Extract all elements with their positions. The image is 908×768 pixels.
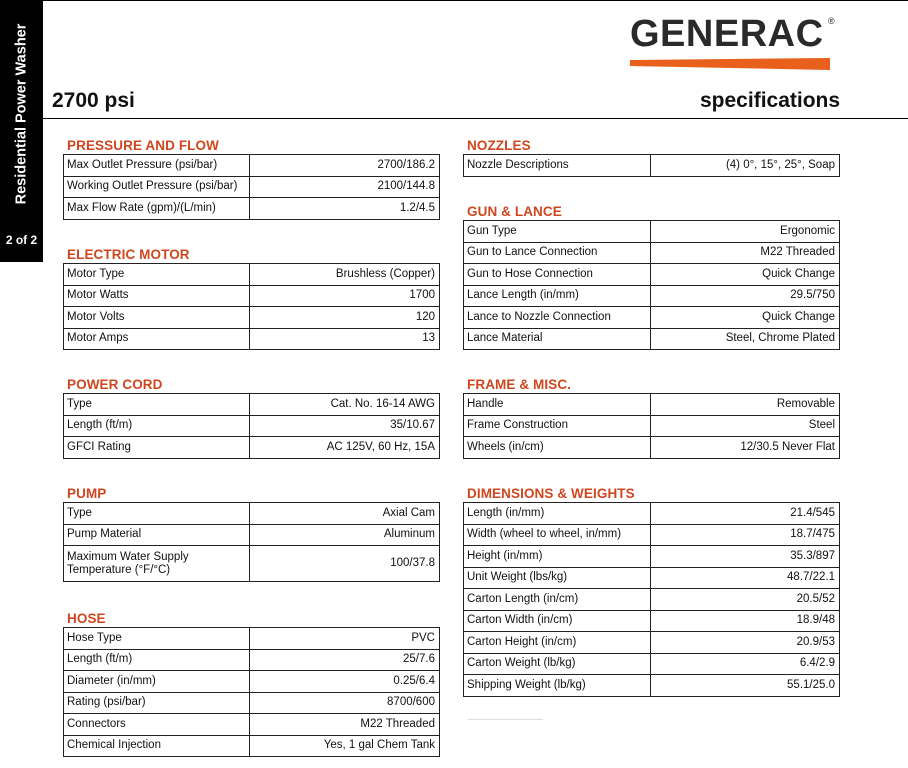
spec-value: Aluminum xyxy=(250,524,440,546)
spec-table xyxy=(463,393,840,459)
spec-label: Motor Type xyxy=(64,264,250,286)
table-row xyxy=(464,546,840,568)
spec-value: 20.5/52 xyxy=(651,589,840,611)
spec-label: Wheels (in/cm) xyxy=(464,437,651,459)
spec-table xyxy=(63,263,440,350)
section-gun-and-lance xyxy=(463,203,840,350)
table-row xyxy=(64,415,440,437)
table-row xyxy=(64,714,440,736)
table-row xyxy=(64,176,440,198)
spec-value: 25/7.6 xyxy=(250,649,440,671)
generac-logo xyxy=(630,14,835,70)
sidebar-title-wrap xyxy=(0,0,43,228)
spec-label: Gun to Hose Connection xyxy=(464,264,651,286)
table-row xyxy=(464,567,840,589)
spec-label: Connectors xyxy=(64,714,250,736)
header-divider xyxy=(43,118,908,119)
section-heading: NOZZLES xyxy=(467,138,531,153)
spec-value: 1700 xyxy=(250,285,440,307)
spec-value: 18.9/48 xyxy=(651,610,840,632)
spec-label: Handle xyxy=(464,394,651,416)
spec-value: (4) 0°, 15°, 25°, Soap xyxy=(651,155,840,177)
spec-value: 29.5/750 xyxy=(651,285,840,307)
spec-label: Frame Construction xyxy=(464,415,651,437)
spec-label: Motor Volts xyxy=(64,307,250,329)
logo-registered-mark: ® xyxy=(828,16,835,26)
spec-table xyxy=(63,393,440,459)
spec-label: Lance Material xyxy=(464,328,651,350)
top-rule xyxy=(43,0,908,1)
spec-label: Motor Amps xyxy=(64,328,250,350)
spec-label: Max Outlet Pressure (psi/bar) xyxy=(64,155,250,177)
spec-label: Rating (psi/bar) xyxy=(64,692,250,714)
spec-value: Brushless (Copper) xyxy=(250,264,440,286)
spec-value: Steel, Chrome Plated xyxy=(651,328,840,350)
spec-label: Lance Length (in/mm) xyxy=(464,285,651,307)
spec-value: 0.25/6.4 xyxy=(250,671,440,693)
spec-value: 35.3/897 xyxy=(651,546,840,568)
spec-value: 8700/600 xyxy=(250,692,440,714)
table-row xyxy=(464,264,840,286)
sidebar-title: Residential Power Washer xyxy=(13,23,30,205)
page-title: specifications xyxy=(700,89,841,112)
table-row xyxy=(64,692,440,714)
spec-table xyxy=(63,502,440,582)
section-heading: POWER CORD xyxy=(67,377,163,392)
table-row xyxy=(464,221,840,243)
spec-value: Yes, 1 gal Chem Tank xyxy=(250,735,440,757)
spec-label: Carton Width (in/cm) xyxy=(464,610,651,632)
table-row xyxy=(64,394,440,416)
table-row xyxy=(64,285,440,307)
spec-table xyxy=(63,154,440,220)
spec-value: 2100/144.8 xyxy=(250,176,440,198)
sidebar xyxy=(0,0,43,262)
spec-label: Chemical Injection xyxy=(64,735,250,757)
spec-table xyxy=(463,220,840,350)
table-row xyxy=(464,653,840,675)
spec-value: 35/10.67 xyxy=(250,415,440,437)
logo-swoosh-icon xyxy=(630,58,830,70)
spec-value: Axial Cam xyxy=(250,503,440,525)
spec-label: Width (wheel to wheel, in/mm) xyxy=(464,524,651,546)
spec-value: 6.4/2.9 xyxy=(651,653,840,675)
table-row xyxy=(464,328,840,350)
spec-label: GFCI Rating xyxy=(64,437,250,459)
spec-value: 120 xyxy=(250,307,440,329)
table-row xyxy=(464,503,840,525)
table-row xyxy=(64,649,440,671)
spec-value: 1.2/4.5 xyxy=(250,198,440,220)
spec-value: PVC xyxy=(250,628,440,650)
logo-wordmark: GENERAC xyxy=(630,13,824,55)
spec-value: 100/37.8 xyxy=(250,546,440,582)
table-row xyxy=(464,524,840,546)
spec-value: 2700/186.2 xyxy=(250,155,440,177)
decorative-rule xyxy=(468,719,543,720)
section-electric-motor xyxy=(63,246,440,350)
section-pump xyxy=(63,485,440,582)
table-row xyxy=(64,264,440,286)
table-row xyxy=(64,307,440,329)
spec-table xyxy=(463,502,840,697)
spec-label: Lance to Nozzle Connection xyxy=(464,307,651,329)
table-row xyxy=(464,155,840,177)
spec-label: Gun Type xyxy=(464,221,651,243)
table-row xyxy=(64,155,440,177)
spec-label: Carton Height (in/cm) xyxy=(464,632,651,654)
spec-label: Gun to Lance Connection xyxy=(464,242,651,264)
table-row xyxy=(64,735,440,757)
spec-label: Motor Watts xyxy=(64,285,250,307)
spec-value: Quick Change xyxy=(651,264,840,286)
table-row xyxy=(464,589,840,611)
table-row xyxy=(64,503,440,525)
spec-label: Maximum Water Supply Temperature (°F/°C) xyxy=(64,546,250,582)
spec-label: Height (in/mm) xyxy=(464,546,651,568)
section-dimensions-and-weights xyxy=(463,485,840,697)
section-heading: DIMENSIONS & WEIGHTS xyxy=(467,486,635,501)
section-frame-and-misc xyxy=(463,376,840,459)
spec-label: Max Flow Rate (gpm)/(L/min) xyxy=(64,198,250,220)
table-row xyxy=(64,198,440,220)
spec-label: Carton Length (in/cm) xyxy=(464,589,651,611)
table-row xyxy=(464,437,840,459)
table-row xyxy=(64,628,440,650)
table-row xyxy=(64,546,440,582)
table-row xyxy=(464,242,840,264)
spec-value: Cat. No. 16-14 AWG xyxy=(250,394,440,416)
table-row xyxy=(464,307,840,329)
section-heading: PUMP xyxy=(67,486,107,501)
spec-value: 13 xyxy=(250,328,440,350)
table-row xyxy=(64,328,440,350)
spec-label: Carton Weight (lb/kg) xyxy=(464,653,651,675)
spec-value: Removable xyxy=(651,394,840,416)
spec-value: 21.4/545 xyxy=(651,503,840,525)
section-heading: GUN & LANCE xyxy=(467,204,562,219)
spec-value: 55.1/25.0 xyxy=(651,675,840,697)
spec-value: M22 Threaded xyxy=(250,714,440,736)
spec-value: 48.7/22.1 xyxy=(651,567,840,589)
spec-value: 20.9/53 xyxy=(651,632,840,654)
table-row xyxy=(464,675,840,697)
spec-label: Pump Material xyxy=(64,524,250,546)
spec-value: AC 125V, 60 Hz, 15A xyxy=(250,437,440,459)
page-indicator: 2 of 2 xyxy=(5,233,38,247)
spec-label: Length (in/mm) xyxy=(464,503,651,525)
section-heading: ELECTRIC MOTOR xyxy=(67,247,190,262)
section-pressure-and-flow xyxy=(63,137,440,220)
spec-value: Ergonomic xyxy=(651,221,840,243)
spec-value: 12/30.5 Never Flat xyxy=(651,437,840,459)
table-row xyxy=(64,524,440,546)
spec-label: Shipping Weight (lb/kg) xyxy=(464,675,651,697)
spec-value: Quick Change xyxy=(651,307,840,329)
section-power-cord xyxy=(63,376,440,459)
section-heading: PRESSURE AND FLOW xyxy=(67,138,219,153)
table-row xyxy=(464,610,840,632)
table-row xyxy=(464,285,840,307)
section-nozzles xyxy=(463,137,840,177)
section-heading: HOSE xyxy=(67,611,106,626)
spec-table xyxy=(463,154,840,177)
spec-label: Working Outlet Pressure (psi/bar) xyxy=(64,176,250,198)
table-row xyxy=(64,437,440,459)
spec-label: Type xyxy=(64,394,250,416)
table-row xyxy=(464,415,840,437)
spec-label: Diameter (in/mm) xyxy=(64,671,250,693)
section-hose xyxy=(63,610,440,757)
spec-value: Steel xyxy=(651,415,840,437)
spec-table xyxy=(63,627,440,757)
section-heading: FRAME & MISC. xyxy=(467,377,572,392)
table-row xyxy=(464,394,840,416)
spec-value: M22 Threaded xyxy=(651,242,840,264)
spec-label: Length (ft/m) xyxy=(64,649,250,671)
spec-label: Type xyxy=(64,503,250,525)
spec-label: Length (ft/m) xyxy=(64,415,250,437)
spec-label: Unit Weight (lbs/kg) xyxy=(464,567,651,589)
table-row xyxy=(464,632,840,654)
table-row xyxy=(64,671,440,693)
spec-label: Hose Type xyxy=(64,628,250,650)
spec-value: 18.7/475 xyxy=(651,524,840,546)
model-title: 2700 psi xyxy=(52,89,135,112)
spec-label: Nozzle Descriptions xyxy=(464,155,651,177)
